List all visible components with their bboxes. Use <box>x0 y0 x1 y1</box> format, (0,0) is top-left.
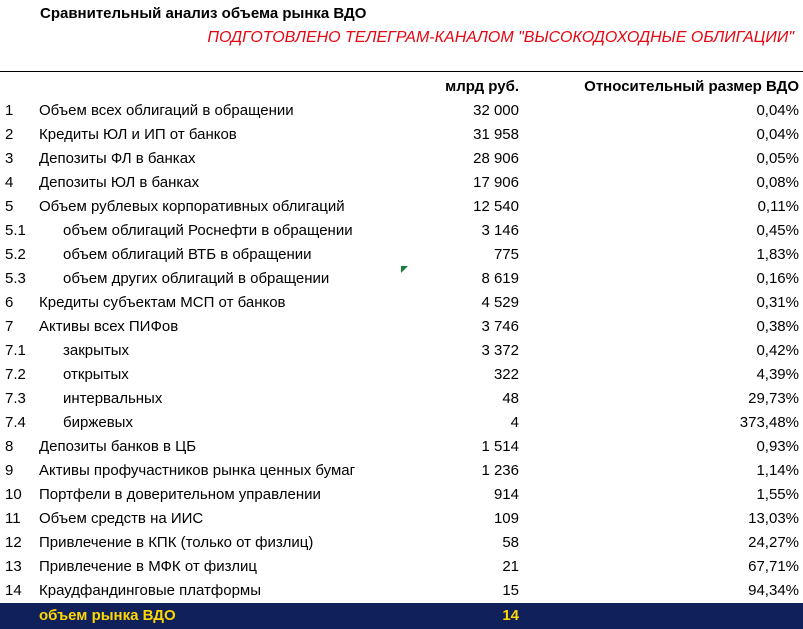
row-value: 32 000 <box>473 102 519 119</box>
table-row <box>0 339 803 363</box>
table-row <box>0 171 803 195</box>
row-relative-size: 0,93% <box>756 438 799 455</box>
table-row <box>0 243 803 267</box>
row-value: 1 236 <box>481 462 519 479</box>
row-relative-size: 0,38% <box>756 318 799 335</box>
row-relative-size: 24,27% <box>748 534 799 551</box>
row-relative-size: 67,71% <box>748 558 799 575</box>
row-value: 48 <box>502 390 519 407</box>
row-relative-size: 4,39% <box>756 366 799 383</box>
row-name: Привлечение в КПК (только от физлиц) <box>39 534 314 551</box>
row-name: Депозиты ЮЛ в банках <box>39 174 200 191</box>
row-number: 7.3 <box>5 390 26 407</box>
table-row <box>0 147 803 171</box>
row-number: 7.2 <box>5 366 26 383</box>
row-value: 58 <box>502 534 519 551</box>
row-value: 3 372 <box>481 342 519 359</box>
row-name: Активы профучастников рынка ценных бумаг <box>39 462 356 479</box>
row-relative-size: 0,04% <box>756 126 799 143</box>
row-relative-size: 0,08% <box>756 174 799 191</box>
row-name: Объем рублевых корпоративных облигаций <box>39 198 345 215</box>
row-number: 3 <box>5 150 14 167</box>
table-row <box>0 459 803 483</box>
row-relative-size: 0,05% <box>756 150 799 167</box>
row-relative-size: 373,48% <box>739 414 799 431</box>
value-column-header: млрд руб. <box>445 78 519 95</box>
row-number: 2 <box>5 126 14 143</box>
table-row <box>0 483 803 507</box>
row-number: 5.2 <box>5 246 26 263</box>
row-relative-size: 13,03% <box>748 510 799 527</box>
row-value: 914 <box>493 486 519 503</box>
row-number: 9 <box>5 462 14 479</box>
row-name: Активы всех ПИФов <box>39 318 179 335</box>
table-row <box>0 99 803 123</box>
cell-comment-marker <box>401 266 408 273</box>
row-name: Кредиты субъектам МСП от банков <box>39 294 286 311</box>
row-number: 11 <box>5 510 21 527</box>
row-value: 775 <box>493 246 519 263</box>
row-relative-size: 0,45% <box>756 222 799 239</box>
table-row <box>0 579 803 603</box>
row-name: объем облигаций ВТБ в обращении <box>63 246 312 263</box>
market-comparison-table <box>0 71 803 629</box>
row-relative-size: 1,55% <box>756 486 799 503</box>
table-row <box>0 123 803 147</box>
row-value: 28 906 <box>473 150 519 167</box>
table-body <box>0 99 803 603</box>
row-number: 14 <box>5 582 22 599</box>
row-number: 6 <box>5 294 14 311</box>
row-value: 21 <box>502 558 519 575</box>
row-name: Объем всех облигаций в обращении <box>39 102 294 119</box>
row-value: 3 146 <box>481 222 519 239</box>
row-relative-size: 1,83% <box>756 246 799 263</box>
row-name: Депозиты банков в ЦБ <box>39 438 197 455</box>
row-number: 7.1 <box>5 342 26 359</box>
row-value: 1 514 <box>481 438 519 455</box>
table-row <box>0 195 803 219</box>
row-relative-size: 29,73% <box>748 390 799 407</box>
row-name: Депозиты ФЛ в банках <box>39 150 196 167</box>
row-value: 322 <box>493 366 519 383</box>
row-value: 15 <box>502 582 519 599</box>
page-title: Сравнительный анализ объема рынка ВДО <box>40 5 367 22</box>
row-number: 10 <box>5 486 22 503</box>
page-subtitle: ПОДГОТОВЛЕНО ТЕЛЕГРАМ-КАНАЛОМ "ВЫСОКОДОХОДНЫЕ ОБЛИГАЦИИ" <box>207 29 794 46</box>
row-number: 4 <box>5 174 14 191</box>
table-row <box>0 315 803 339</box>
row-value: 17 906 <box>473 174 519 191</box>
row-name: объем облигаций Роснефти в обращении <box>63 222 353 239</box>
row-relative-size: 0,11% <box>757 198 799 215</box>
row-number: 5 <box>5 198 14 215</box>
total-row-label: объем рынка ВДО <box>39 607 176 624</box>
row-name: Портфели в доверительном управлении <box>39 486 321 503</box>
row-name: Кредиты ЮЛ и ИП от банков <box>39 126 237 143</box>
row-relative-size: 0,42% <box>756 342 799 359</box>
row-name: Привлечение в МФК от физлиц <box>39 558 258 575</box>
table-row <box>0 219 803 243</box>
row-value: 8 619 <box>481 270 519 287</box>
row-relative-size: 0,16% <box>756 270 799 287</box>
row-name: Объем средств на ИИС <box>39 510 204 527</box>
table-row <box>0 507 803 531</box>
row-value: 4 529 <box>481 294 519 311</box>
row-name: открытых <box>63 366 129 383</box>
table-row <box>0 531 803 555</box>
table-row <box>0 411 803 435</box>
table-row <box>0 435 803 459</box>
row-number: 12 <box>5 534 22 551</box>
row-name: закрытых <box>63 342 130 359</box>
table-header-row <box>0 71 803 99</box>
table-row <box>0 555 803 579</box>
row-value: 3 746 <box>481 318 519 335</box>
table-row <box>0 387 803 411</box>
row-number: 13 <box>5 558 22 575</box>
row-name: объем других облигаций в обращении <box>63 270 330 287</box>
row-relative-size: 1,14% <box>756 462 799 479</box>
row-value: 12 540 <box>473 198 519 215</box>
row-number: 5.1 <box>5 222 26 239</box>
table-row <box>0 363 803 387</box>
row-name: биржевых <box>63 414 133 431</box>
row-relative-size: 0,04% <box>756 102 799 119</box>
row-name: интервальных <box>63 390 163 407</box>
row-number: 7 <box>5 318 14 335</box>
row-number: 1 <box>5 102 14 119</box>
row-value: 109 <box>493 510 519 527</box>
total-row-value: 14 <box>502 607 519 624</box>
row-value: 4 <box>510 414 519 431</box>
row-number: 7.4 <box>5 414 26 431</box>
relative-size-column-header: Относительный размер ВДО <box>584 78 799 95</box>
row-name: Краудфандинговые платформы <box>39 582 262 599</box>
row-relative-size: 0,31% <box>756 294 799 311</box>
total-row <box>0 603 803 629</box>
row-number: 8 <box>5 438 14 455</box>
row-value: 31 958 <box>473 126 519 143</box>
table-row <box>0 291 803 315</box>
row-relative-size: 94,34% <box>748 582 799 599</box>
row-number: 5.3 <box>5 270 26 287</box>
